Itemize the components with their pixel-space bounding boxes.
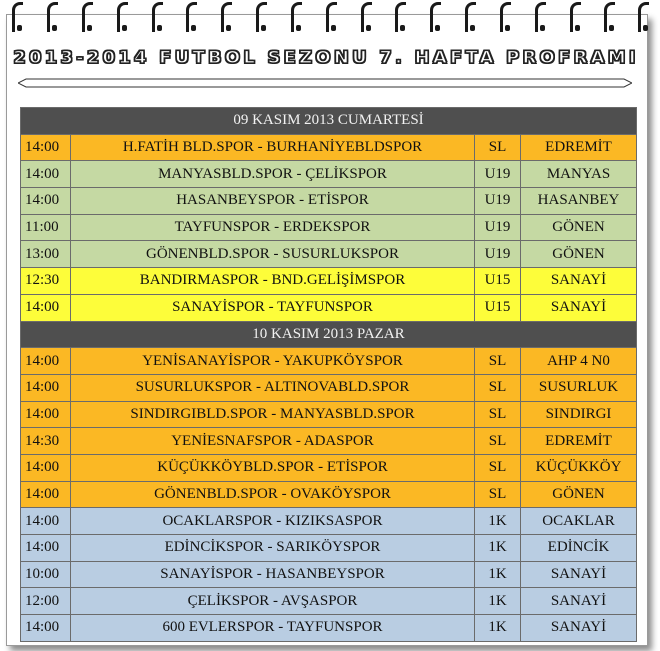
match-teams: SANAYİSPOR - TAYFUNSPOR (71, 294, 475, 321)
match-teams: EDİNCİKSPOR - SARIKÖYSPOR (71, 535, 475, 562)
match-time: 14:00 (21, 134, 71, 161)
match-category: U19 (475, 241, 521, 268)
table-row (21, 241, 637, 268)
match-category: U15 (475, 294, 521, 321)
match-category: U19 (475, 188, 521, 215)
spiral-ring-icon (570, 2, 581, 32)
match-venue: AHP 4 N0 (521, 348, 637, 375)
match-venue: GÖNEN (521, 241, 637, 268)
match-venue: HASANBEY (521, 188, 637, 215)
match-teams: ÇELİKSPOR - AVŞASPOR (71, 588, 475, 615)
match-category: 1K (475, 508, 521, 535)
spiral-ring-icon (12, 2, 23, 32)
match-time: 14:00 (21, 374, 71, 401)
spiral-ring-icon (638, 2, 649, 32)
spiral-ring-icon (430, 2, 441, 32)
table-row (21, 508, 637, 535)
match-teams: SINDIRGIBLD.SPOR - MANYASBLD.SPOR (71, 401, 475, 428)
match-venue: SANAYİ (521, 588, 637, 615)
match-venue: SANAYİ (521, 268, 637, 295)
match-category: SL (475, 348, 521, 375)
spiral-ring-icon (395, 2, 406, 32)
match-category: 1K (475, 535, 521, 562)
match-time: 12:00 (21, 588, 71, 615)
match-category: U15 (475, 268, 521, 295)
match-time: 11:00 (21, 214, 71, 241)
spiral-ring-icon (535, 2, 546, 32)
match-venue: EDREMİT (521, 134, 637, 161)
table-row (21, 535, 637, 562)
match-category: U19 (475, 214, 521, 241)
title-banner (13, 42, 639, 94)
match-teams: MANYASBLD.SPOR - ÇELİKSPOR (71, 161, 475, 188)
match-time: 14:00 (21, 454, 71, 481)
match-time: 14:00 (21, 535, 71, 562)
match-teams: GÖNENBLD.SPOR - OVAKÖYSPOR (71, 481, 475, 508)
match-teams: YENİSANAYİSPOR - YAKUPKÖYSPOR (71, 348, 475, 375)
match-venue: MANYAS (521, 161, 637, 188)
match-venue: OCAKLAR (521, 508, 637, 535)
title-divider-icon (18, 78, 632, 88)
day-header-row (21, 321, 637, 348)
page-title: 2013-2014 FUTBOL SEZONU 7. HAFTA PROFRAMI (13, 48, 639, 68)
day-header: 09 KASIM 2013 CUMARTESİ (21, 108, 637, 135)
match-teams: OCAKLARSPOR - KIZIKSASPOR (71, 508, 475, 535)
match-time: 14:00 (21, 401, 71, 428)
match-teams: KÜÇÜKKÖYBLD.SPOR - ETİSPOR (71, 454, 475, 481)
match-category: SL (475, 134, 521, 161)
match-venue: GÖNEN (521, 481, 637, 508)
match-time: 14:00 (21, 161, 71, 188)
match-teams: TAYFUNSPOR - ERDEKSPOR (71, 214, 475, 241)
spiral-ring-icon (221, 2, 232, 32)
match-category: SL (475, 401, 521, 428)
spiral-ring-icon (361, 2, 372, 32)
match-category: SL (475, 374, 521, 401)
match-category: 1K (475, 588, 521, 615)
spiral-ring-icon (186, 2, 197, 32)
match-time: 14:00 (21, 348, 71, 375)
table-row (21, 561, 637, 588)
match-teams: GÖNENBLD.SPOR - SUSURLUKSPOR (71, 241, 475, 268)
spiral-ring-icon (326, 2, 337, 32)
match-teams: H.FATİH BLD.SPOR - BURHANİYEBLDSPOR (71, 134, 475, 161)
table-row (21, 134, 637, 161)
match-category: U19 (475, 161, 521, 188)
spiral-ring-icon (82, 2, 93, 32)
table-row (21, 348, 637, 375)
spiral-ring-icon (117, 2, 128, 32)
match-time: 14:00 (21, 188, 71, 215)
table-row (21, 428, 637, 455)
spiral-ring-icon (465, 2, 476, 32)
spiral-ring-icon (47, 2, 58, 32)
spiral-ring-icon (604, 2, 615, 32)
match-time: 12:30 (21, 268, 71, 295)
match-time: 13:00 (21, 241, 71, 268)
schedule-table (20, 107, 637, 642)
match-teams: SANAYİSPOR - HASANBEYSPOR (71, 561, 475, 588)
match-time: 14:30 (21, 428, 71, 455)
table-row (21, 161, 637, 188)
table-row (21, 294, 637, 321)
spiral-ring-icon (152, 2, 163, 32)
match-venue: KÜÇÜKKÖY (521, 454, 637, 481)
table-row (21, 374, 637, 401)
table-row (21, 481, 637, 508)
spiral-binding (0, 0, 660, 40)
day-header: 10 KASIM 2013 PAZAR (21, 321, 637, 348)
table-row (21, 188, 637, 215)
match-teams: BANDIRMASPOR - BND.GELİŞİMSPOR (71, 268, 475, 295)
spiral-ring-icon (291, 2, 302, 32)
day-header-row (21, 108, 637, 135)
match-category: SL (475, 428, 521, 455)
match-category: SL (475, 454, 521, 481)
match-venue: EDREMİT (521, 428, 637, 455)
match-category: 1K (475, 561, 521, 588)
match-venue: EDİNCİK (521, 535, 637, 562)
spiral-ring-icon (256, 2, 267, 32)
table-row (21, 454, 637, 481)
match-teams: 600 EVLERSPOR - TAYFUNSPOR (71, 615, 475, 642)
match-time: 14:00 (21, 294, 71, 321)
match-category: SL (475, 481, 521, 508)
match-venue: SINDIRGI (521, 401, 637, 428)
table-row (21, 588, 637, 615)
match-venue: SANAYİ (521, 294, 637, 321)
match-time: 14:00 (21, 615, 71, 642)
match-teams: SUSURLUKSPOR - ALTINOVABLD.SPOR (71, 374, 475, 401)
match-time: 10:00 (21, 561, 71, 588)
match-time: 14:00 (21, 481, 71, 508)
spiral-ring-icon (500, 2, 511, 32)
table-row (21, 615, 637, 642)
table-row (21, 214, 637, 241)
match-category: 1K (475, 615, 521, 642)
match-time: 14:00 (21, 508, 71, 535)
match-venue: SANAYİ (521, 615, 637, 642)
match-venue: SUSURLUK (521, 374, 637, 401)
match-venue: GÖNEN (521, 214, 637, 241)
table-row (21, 401, 637, 428)
table-row (21, 268, 637, 295)
match-venue: SANAYİ (521, 561, 637, 588)
match-teams: YENİESNAFSPOR - ADASPOR (71, 428, 475, 455)
match-teams: HASANBEYSPOR - ETİSPOR (71, 188, 475, 215)
